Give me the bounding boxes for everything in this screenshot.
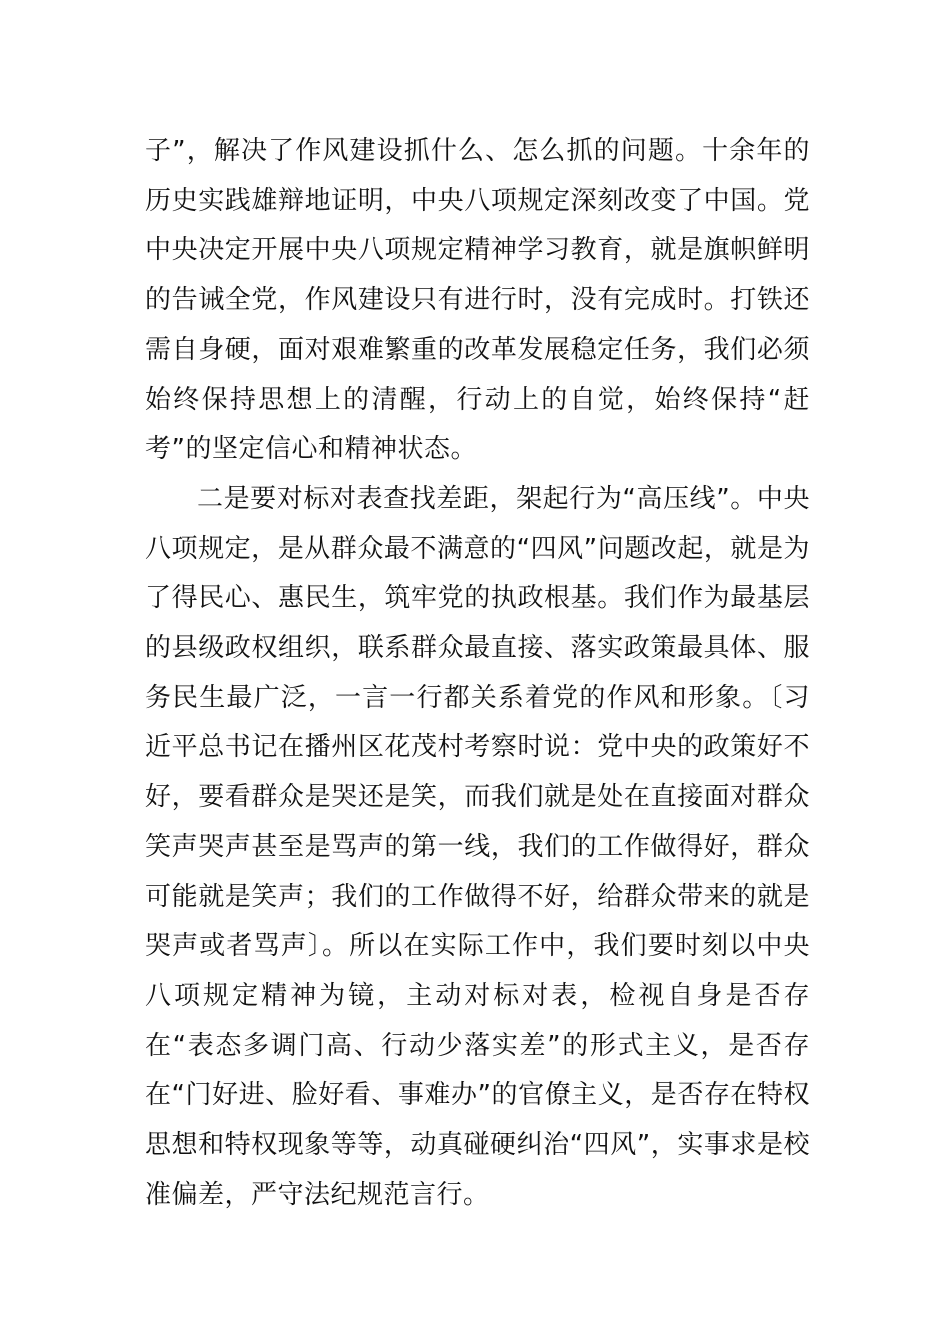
paragraph-section-two: 二是要对标对表查找差距，架起行为“高压线”。中央八项规定，是从群众最不满意的“四风”问题改起，就是为了得民心、惠民生，筑牢党的执政根基。我们作为最基层的县级政权组织，联系群众最直接、落实政策最具体、服务民生最广泛，一言一行都关系着党的作风和形象。〔习近平总书记在播州区花茂村考察时说：党中央的政策好不好，要看群众是哭还是笑，而我们就是处在直接面对群众笑声哭声甚至是骂声的第一线，我们的工作做得好，群众可能就是笑声；我们的工作做得不好，给群众带来的就是哭声或者骂声〕。所以在实际工作中，我们要时刻以中央八项规定精神为镜，主动对标对表，检视自身是否存在“表态多调门高、行动少落实差”的形式主义，是否存在“门好进、脸好看、事难办”的官僚主义，是否存在特权思想和特权现象等等，动真碰硬纠治“四风”，实事求是校准偏差，严守法纪规范言行。	[145, 483, 810, 1210]
document-body	[145, 127, 810, 1220]
paragraph-continuation: 子”，解决了作风建设抓什么、怎么抓的问题。十余年的历史实践雄辩地证明，中央八项规定深刻改变了中国。党中央决定开展中央八项规定精神学习教育，就是旗帜鲜明的告诫全党，作风建设只有进行时，没有完成时。打铁还需自身硬，面对艰难繁重的改革发展稳定任务，我们必须始终保持思想上的清醒，行动上的自觉，始终保持“赶考”的坚定信心和精神状态。	[145, 136, 810, 465]
